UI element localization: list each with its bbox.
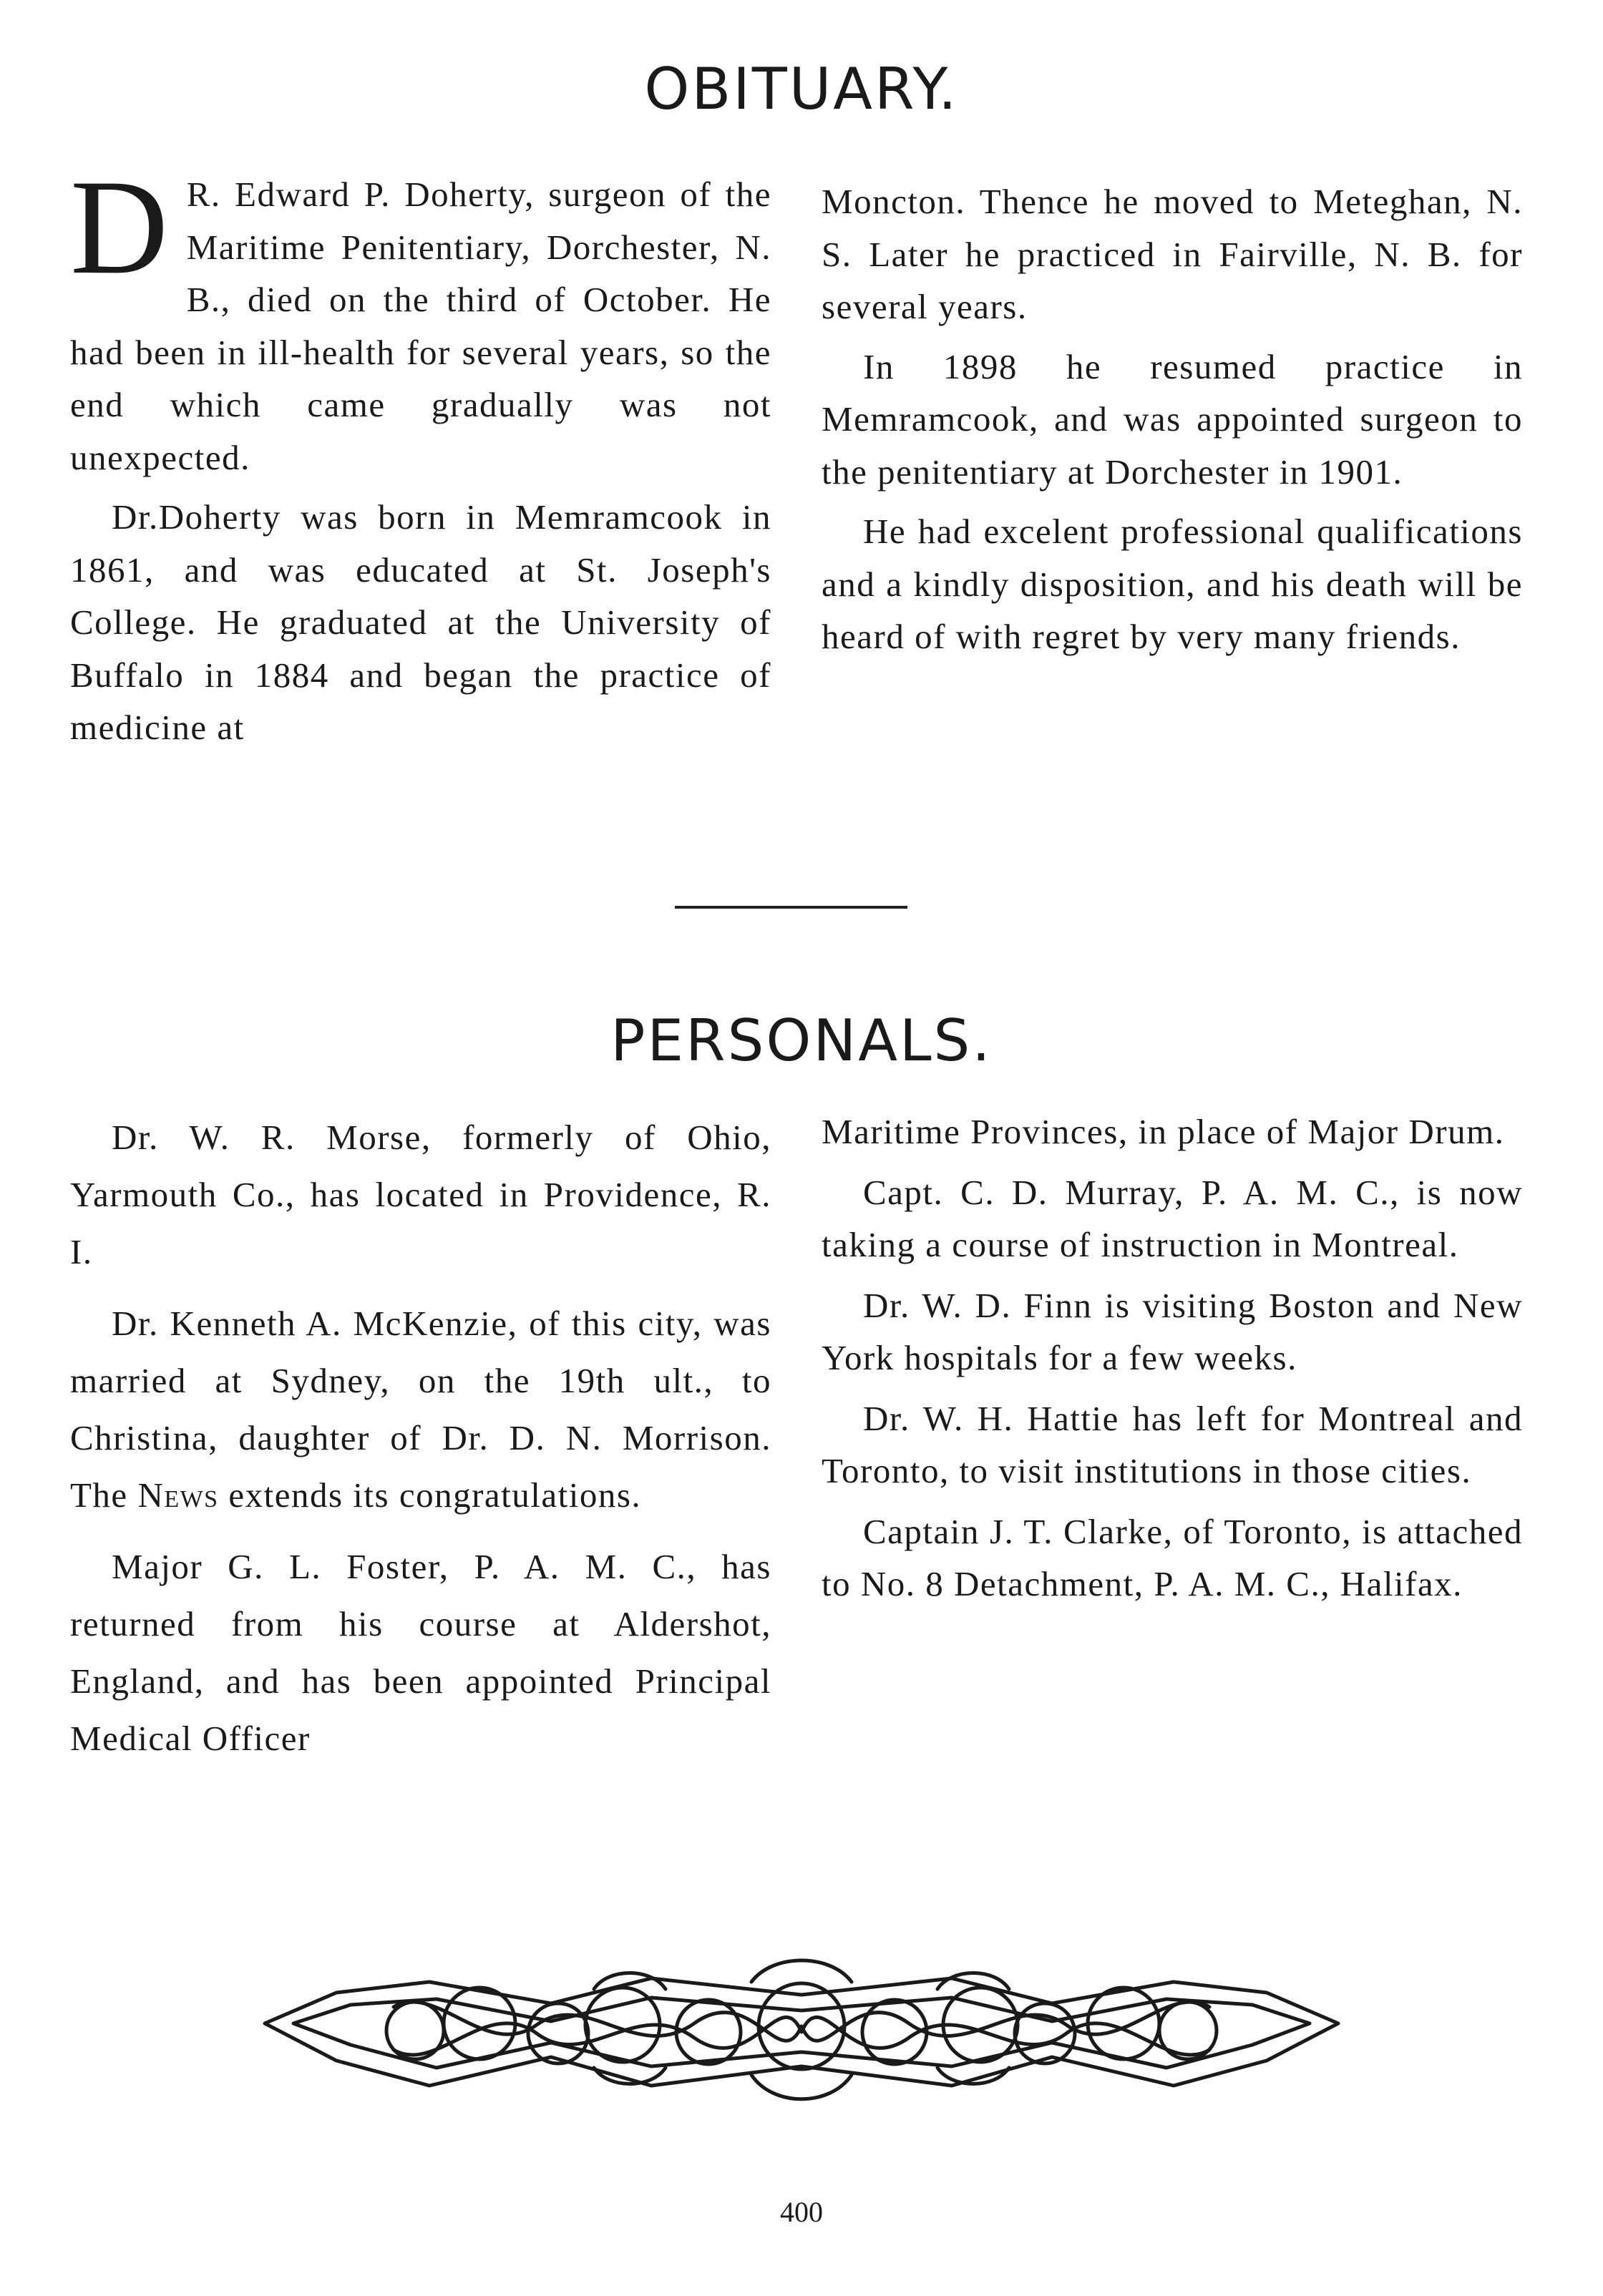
- drop-cap: D: [70, 152, 170, 303]
- news-masthead-name: News: [137, 1475, 219, 1515]
- mckenzie-text-start: Dr. Kenneth A. McKenzie, of this city, was married at Sydney, on the 19th ult., to Christina, daughter of Dr. D. N. Morrison. The: [70, 1304, 771, 1515]
- personal-item-murray: Capt. C. D. Murray, P. A. M. C., is now taking a course of instruction in Montreal.: [822, 1173, 1523, 1264]
- personal-item-morse: Dr. W. R. Morse, formerly of Ohio, Yarmouth Co., has located in Providence, R. I.: [70, 1118, 771, 1271]
- personals-left-column: [70, 1109, 771, 1767]
- obituary-paragraph-4: He had excelent professional qualifications and a kindly disposition, and his death will be heard of with regret by very many friends.: [822, 512, 1523, 656]
- obituary-paragraph-2-continued: Moncton. Thence he moved to Meteghan, N. S. Later he practiced in Fairville, N. B. for several years.: [822, 182, 1523, 326]
- obituary-heading: OBITUARY.: [644, 56, 959, 122]
- personal-item-foster: Major G. L. Foster, P. A. M. C., has returned from his course at Aldershot, England, and has been appointed Principal Medical Officer: [70, 1547, 771, 1758]
- obituary-paragraph-3: In 1898 he resumed practice in Memramcook, and was appointed surgeon to the penitentiary at Dorchester in 1901.: [822, 346, 1523, 492]
- personal-item-clarke: Captain J. T. Clarke, of Toronto, is attached to No. 8 Detachment, P. A. M. C., Halifax.: [822, 1512, 1523, 1603]
- personal-item-hattie: Dr. W. H. Hattie has left for Montreal and Toronto, to visit institutions in those cities.: [822, 1399, 1523, 1490]
- obituary-paragraph-1-text: R. Edward P. Doherty, surgeon of the Maritime Penitentiary, Dorchester, N. B., died on the third of October. He had been in ill-health for several years, so the end which came gradually was not unexpected.: [70, 175, 771, 477]
- personal-item-foster-continued: Maritime Provinces, in place of Major Drum.: [822, 1112, 1505, 1151]
- obituary-left-column: [70, 152, 771, 754]
- personals-right-column: [822, 1105, 1523, 1610]
- obituary-paragraph-2: Dr.Doherty was born in Memramcook in 1861, and was educated at St. Joseph's College. He graduated at the University of Buffalo in 1884 and began the practice of medicine at: [70, 497, 771, 747]
- mckenzie-text-end: extends its congratulations.: [218, 1475, 642, 1515]
- page-number: 400: [780, 2196, 823, 2228]
- personal-item-finn: Dr. W. D. Finn is visiting Boston and New York hospitals for a few weeks.: [822, 1286, 1523, 1377]
- obituary-paragraph-1: [70, 152, 771, 484]
- personal-item-mckenzie: [70, 1295, 771, 1524]
- personals-heading: PERSONALS.: [610, 1007, 993, 1074]
- section-divider-rule: [675, 906, 907, 909]
- obituary-right-column: [822, 175, 1523, 663]
- celtic-knot-ornament: [250, 1939, 1353, 2125]
